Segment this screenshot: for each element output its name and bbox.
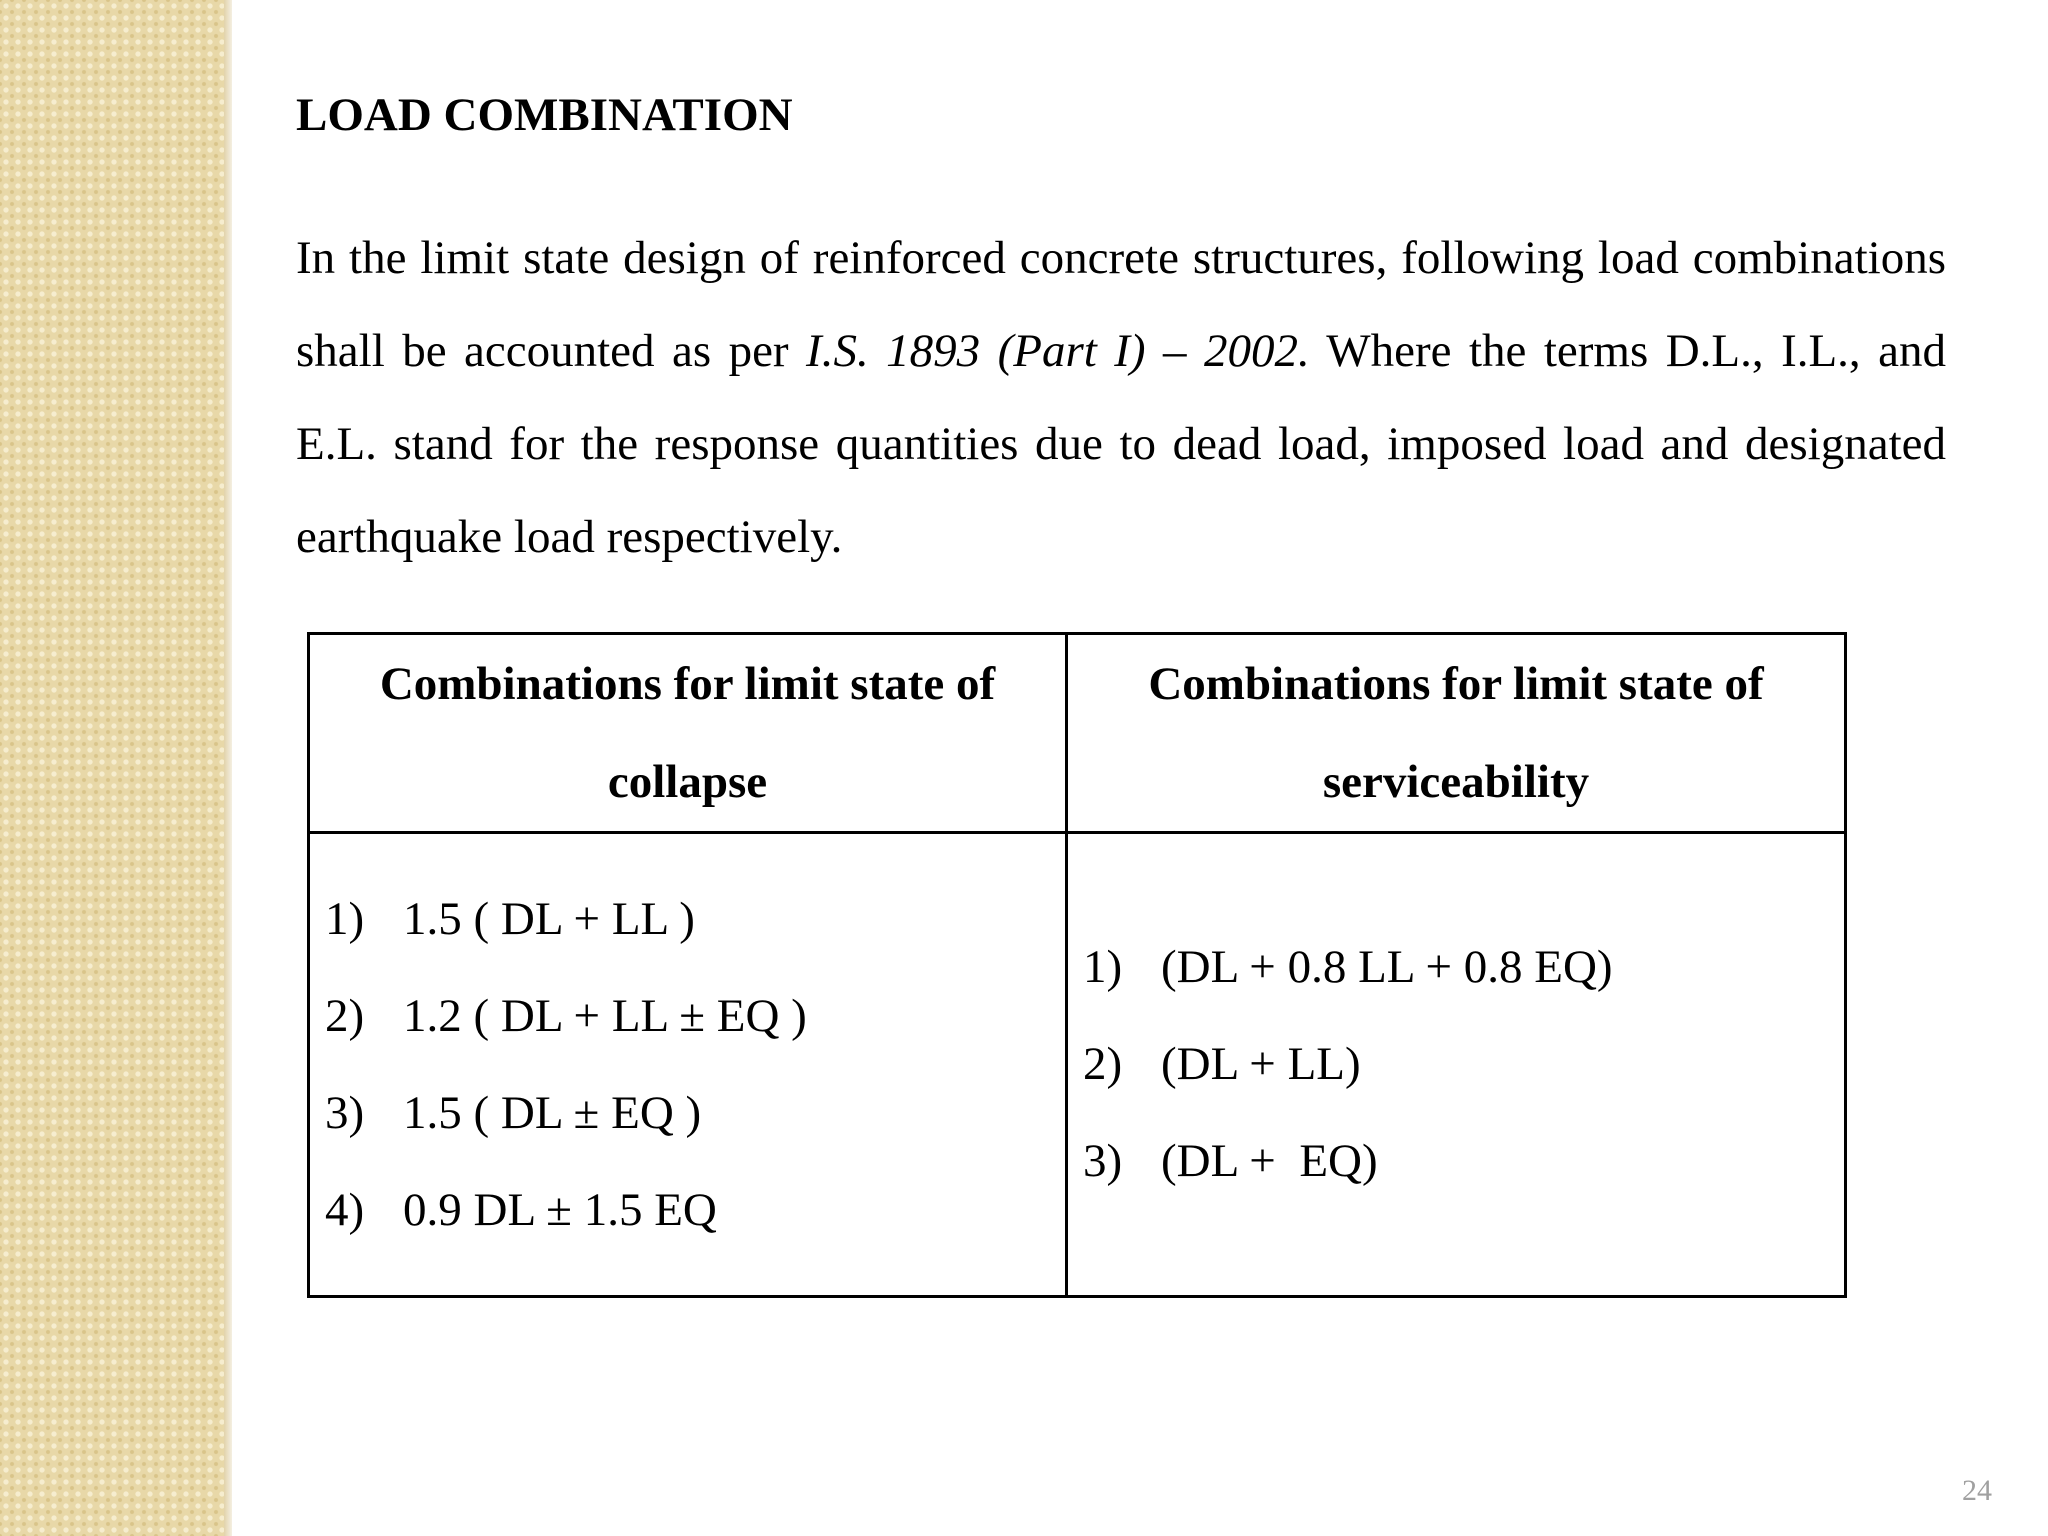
item-text: (DL + EQ) xyxy=(1161,1135,1378,1187)
list-item xyxy=(1083,919,1844,1016)
item-text: 1.2 ( DL + LL ± EQ ) xyxy=(403,989,807,1042)
collapse-combination-list xyxy=(310,871,1065,1259)
list-item xyxy=(325,968,1065,1065)
item-number: 3) xyxy=(1083,1135,1123,1187)
intro-paragraph xyxy=(296,212,1946,584)
serviceability-combination-list xyxy=(1068,919,1844,1210)
header-collapse: Combinations for limit state of collapse xyxy=(309,634,1067,833)
load-combination-table xyxy=(307,632,1847,1298)
page-number: 24 xyxy=(1962,1474,1992,1507)
table-header-row xyxy=(309,634,1846,833)
collapse-cell xyxy=(309,833,1067,1297)
slide-title: LOAD COMBINATION xyxy=(296,89,793,141)
item-number: 2) xyxy=(1083,1038,1123,1090)
item-text: 1.5 ( DL + LL ) xyxy=(403,892,695,945)
list-item xyxy=(325,1162,1065,1259)
intro-text-start: In the limit state design of reinforced concrete structures, following load combinations shall be accounted as per xyxy=(296,232,1946,377)
list-item xyxy=(1083,1113,1844,1210)
item-number: 1) xyxy=(325,892,365,945)
item-number: 2) xyxy=(325,989,365,1042)
intro-text-end: Where the terms D.L., I.L., and E.L. stand for the response quantities due to dead load, imposed load and designated earthquake load respectively. xyxy=(296,325,1946,563)
item-number: 1) xyxy=(1083,941,1123,993)
side-strip-edge xyxy=(224,0,232,1536)
item-number: 4) xyxy=(325,1183,365,1236)
serviceability-cell xyxy=(1067,833,1846,1297)
list-item xyxy=(325,871,1065,968)
table-body-row xyxy=(309,833,1846,1297)
item-text: (DL + 0.8 LL + 0.8 EQ) xyxy=(1161,941,1613,993)
item-text: (DL + LL) xyxy=(1161,1038,1361,1090)
decorative-side-strip xyxy=(0,0,224,1536)
list-item xyxy=(1083,1016,1844,1113)
item-number: 3) xyxy=(325,1086,365,1139)
list-item xyxy=(325,1065,1065,1162)
item-text: 0.9 DL ± 1.5 EQ xyxy=(403,1183,717,1236)
standard-reference: I.S. 1893 (Part I) – 2002. xyxy=(806,325,1310,377)
item-text: 1.5 ( DL ± EQ ) xyxy=(403,1086,702,1139)
header-serviceability: Combinations for limit state of serviceability xyxy=(1067,634,1846,833)
